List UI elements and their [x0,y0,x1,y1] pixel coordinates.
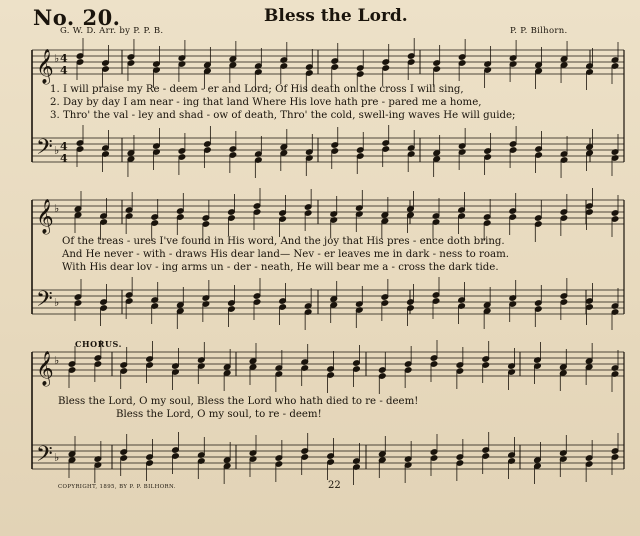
svg-text:♭: ♭ [54,354,60,367]
svg-text:♭: ♭ [54,52,60,65]
svg-text:♭: ♭ [54,296,60,309]
svg-text:4: 4 [60,152,68,165]
verse3-line1: 3. Thro' the val - ley and shad - ow of death, Thro' the cold, swell-ing waves He will guide; [50,110,516,121]
svg-text:𝄢: 𝄢 [36,442,53,472]
svg-text:𝄞: 𝄞 [36,49,54,84]
verse2-line1: 2. Day by day I am near - ing that land Where His love hath pre - pared me a home, [50,97,482,108]
arranger-credit: G. W. D. Arr. by P. P. B. [60,26,164,36]
hymn-number: No. 20. [33,5,121,30]
svg-text:𝄢: 𝄢 [36,135,53,165]
verse1-line2: Of the treas - ures I've found in His word, And the joy that His pres - ence doth bring. [62,236,505,247]
chorus-line-a: Bless the Lord, O my soul, Bless the Lord who hath died to re - deem! [58,396,419,407]
verse3-line2: With His dear lov - ing arms un - der - neath, He will bear me a - cross the dark tide. [62,262,499,273]
page-number: 22 [328,480,341,491]
chorus-line-b: Bless the Lord, O my soul, to re - deem! [116,409,322,420]
hymn-title: Bless the Lord. [264,6,408,26]
svg-text:♭: ♭ [54,144,60,157]
verse2-line2: And He never - with - draws His dear land— Nev - er leaves me in dark - ness to roam. [62,249,510,260]
svg-text:𝄞: 𝄞 [36,351,54,386]
verse1-line1: 1. I will praise my Re - deem - er and Lord; Of His death on the cross I will sing, [50,84,464,95]
svg-text:4: 4 [60,64,68,77]
composer-credit: P. P. Bilhorn. [510,26,568,36]
svg-text:♭: ♭ [54,451,60,464]
svg-text:4: 4 [60,52,68,65]
svg-text:𝄢: 𝄢 [36,287,53,317]
svg-text:♭: ♭ [54,202,60,215]
chorus-label: CHORUS. [75,339,122,349]
svg-text:4: 4 [60,140,68,153]
copyright-notice: COPYRIGHT, 1895, BY P. P. BILHORN. [58,484,176,490]
staff-system2-treble [32,200,624,224]
svg-text:𝄞: 𝄞 [36,199,54,234]
